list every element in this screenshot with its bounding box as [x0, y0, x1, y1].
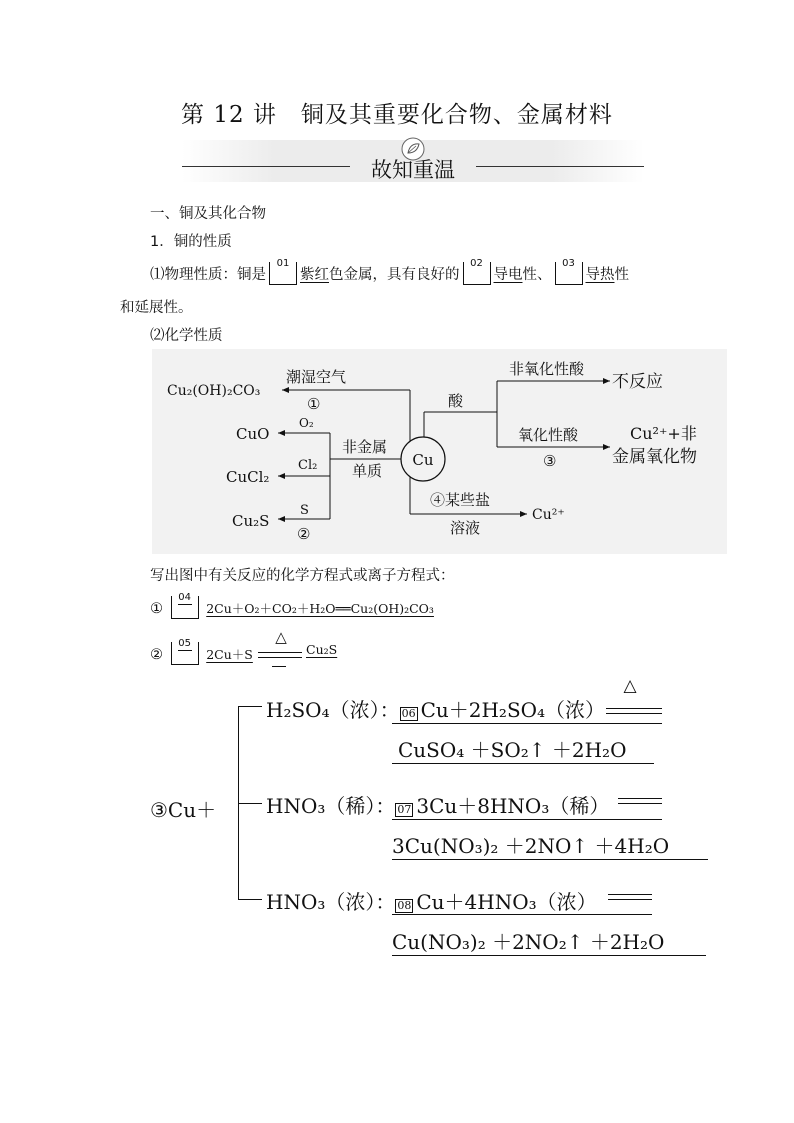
physical-text: 性 — [614, 267, 629, 283]
section-banner — [182, 136, 644, 190]
equation-1-text: 2Cu＋O₂＋CO₂＋H₂O══Cu₂(OH)₂CO₃ — [206, 601, 434, 616]
oxidizing-acid-label: 氧化性酸 — [518, 426, 579, 444]
answer-box-03 — [555, 258, 583, 285]
circle-number-2: ② — [150, 647, 163, 663]
humid-air-label: 潮湿空气 — [286, 368, 347, 386]
equation-2-lhs: 2Cu＋S — [206, 647, 253, 662]
equation-1 — [150, 592, 434, 619]
branch-2-label: HNO₃（稀）： — [266, 794, 396, 818]
answer-box-number: 04 — [178, 592, 191, 603]
circle-number-3: ③ — [543, 452, 557, 470]
branch-3 — [266, 886, 597, 915]
equation-2-product: Cu₂S — [306, 642, 338, 657]
equals-sign-8 — [608, 894, 652, 900]
equation-2-rhs — [306, 642, 337, 657]
answer-box-04 — [171, 592, 199, 619]
physical-prefix: ⑴物理性质：铜是 — [150, 267, 266, 283]
condition-heat-6: △ — [623, 676, 637, 696]
cu2oh2co3-label: Cu₂(OH)₂CO₃ — [167, 383, 261, 399]
lecture-title: 第 12 讲 铜及其重要化合物、金属材料 — [181, 102, 613, 128]
equation-2 — [150, 638, 253, 665]
box-bar — [178, 604, 192, 605]
equations-instruction: 写出图中有关反应的化学方程式或离子方程式： — [150, 568, 455, 584]
equation-3-lead: ③Cu＋ — [150, 798, 217, 822]
branch-3-label: HNO₃（浓）： — [266, 890, 396, 914]
cu2s-label: Cu₂S — [232, 512, 270, 530]
answer-box-number: 01 — [276, 258, 290, 269]
cuo-label: CuO — [236, 425, 270, 443]
answer-line-06b — [392, 763, 654, 764]
answer-box-number: 02 — [470, 258, 483, 269]
physical-text: 色金属，具有良好的 — [329, 267, 460, 283]
answer-box-07: 07 — [397, 803, 412, 816]
answer-box-02 — [463, 258, 491, 285]
branch-2 — [266, 790, 609, 819]
s-label: S — [300, 503, 309, 518]
circle-number-2: ② — [297, 525, 311, 543]
equals-underline-2 — [272, 666, 286, 667]
acid-label: 酸 — [448, 392, 464, 410]
answer-box-08: 08 — [397, 899, 412, 912]
bracket-tick-3 — [238, 899, 262, 900]
equals-sign-6 — [606, 708, 662, 714]
branch-2-rhs: 3Cu(NO₃)₂ ＋2NO↑ ＋4H₂O — [392, 834, 670, 858]
answer-line-06a — [392, 723, 662, 724]
equals-sign-7 — [618, 798, 662, 804]
o2-label: O₂ — [299, 416, 314, 430]
answer-box-05 — [171, 638, 199, 665]
equals-sign-2 — [258, 652, 302, 658]
answer-line-08b — [392, 955, 706, 956]
answer-line-07b — [392, 859, 708, 860]
answer-02: 导电 — [493, 267, 523, 283]
physical-properties — [150, 258, 629, 285]
nonmetal-oxide-label: 金属氧化物 — [612, 447, 697, 467]
element-label: 单质 — [352, 462, 383, 480]
answer-box-number: 05 — [178, 638, 191, 649]
physical-text: 性、 — [522, 267, 552, 283]
answer-03: 导热 — [585, 267, 615, 283]
non-oxidizing-acid-label: 非氧化性酸 — [509, 360, 585, 378]
cucl2-label: CuCl₂ — [226, 468, 270, 486]
solution-label: 溶液 — [450, 519, 481, 537]
cu-label: Cu — [412, 451, 434, 469]
no-reaction-label: 不反应 — [612, 372, 663, 392]
chemical-heading: ⑵化学性质 — [150, 328, 223, 344]
salt-label: ④某些盐 — [430, 491, 491, 509]
branch-3-rhs: Cu(NO₃)₂ ＋2NO₂↑ ＋2H₂O — [392, 930, 665, 954]
cu2plus-label: Cu²⁺ — [532, 507, 565, 523]
answer-line-07a — [392, 819, 662, 820]
circle-number-1: ① — [150, 601, 163, 617]
circle-number-1: ① — [307, 395, 321, 413]
banner-text: 故知重温 — [371, 158, 455, 182]
bracket-tick-2 — [238, 803, 262, 804]
answer-01: 紫红 — [300, 267, 329, 283]
bracket-tick-1 — [238, 706, 262, 707]
answer-line-08a — [392, 914, 652, 915]
box-bar — [178, 650, 192, 651]
cl2-label: Cl₂ — [298, 458, 318, 473]
condition-heat-2: △ — [275, 628, 287, 646]
subsection-heading: 1．铜的性质 — [150, 234, 232, 250]
answer-box-01 — [269, 258, 297, 285]
branch-1-label: H₂SO₄（浓）： — [266, 698, 400, 722]
branch-1-rhs: CuSO₄ ＋SO₂↑ ＋2H₂O — [398, 738, 627, 762]
branch-1-lhs: Cu＋2H₂SO₄（浓） — [420, 698, 606, 722]
banner-rule-left — [182, 166, 350, 167]
branch-1 — [266, 694, 605, 723]
banner-rule-right — [476, 166, 644, 167]
section-heading: 一、铜及其化合物 — [150, 206, 266, 222]
branch-2-lhs: 3Cu＋8HNO₃（稀） — [416, 794, 610, 818]
answer-box-06: 06 — [401, 707, 416, 720]
branch-3-lhs: Cu＋4HNO₃（浓） — [416, 890, 597, 914]
answer-box-number: 03 — [562, 258, 575, 269]
nonmetal-label: 非金属 — [342, 438, 388, 456]
cu2plus-nonmetal-label: Cu²⁺+非 — [630, 424, 697, 443]
reaction-diagram — [152, 349, 727, 554]
physical-continuation: 和延展性。 — [120, 300, 193, 316]
